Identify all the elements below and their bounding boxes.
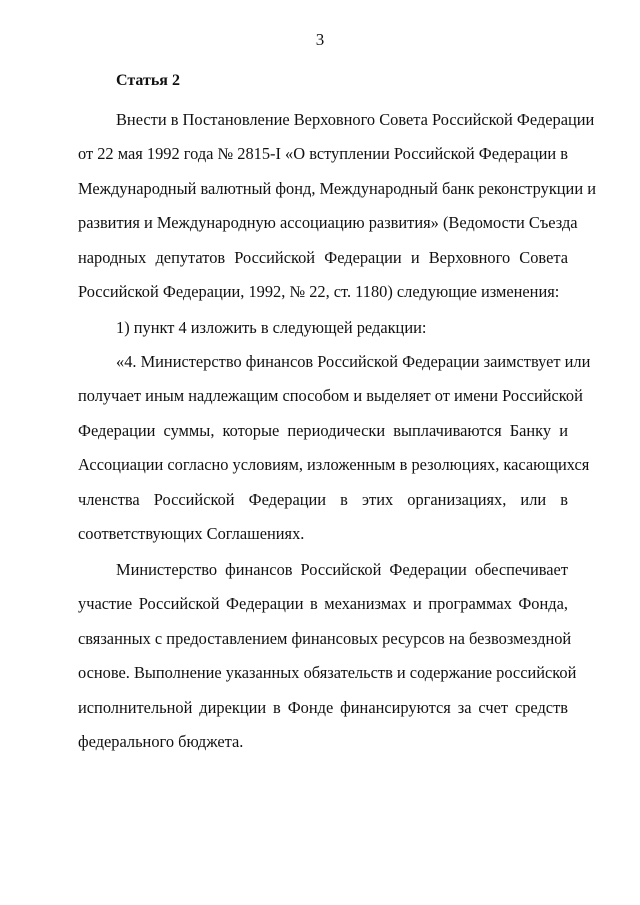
article-title: Статья 2 <box>116 72 180 89</box>
text-line: народных депутатов Российской Федерации и Верховного Совета <box>78 247 568 267</box>
paragraph-ministry-obligations <box>78 553 577 759</box>
text-line: Внести в Постановление Верховного Совета Российской Федерации <box>116 110 595 129</box>
text-line: исполнительной дирекции в Фонде финансируются за счет средств <box>78 697 568 717</box>
text-line: участие Российской Федерации в механизмах и программах Фонда, <box>78 594 568 614</box>
text-line: соответствующих Соглашениях. <box>78 523 305 543</box>
text-line: Федерации суммы, которые периодически выплачиваются Банку и <box>78 420 568 440</box>
text-line: федерального бюджета. <box>78 731 244 751</box>
paragraph-amendment-intro <box>78 103 596 309</box>
text-line: Российской Федерации, 1992, № 22, ст. 1180) следующие изменения: <box>78 281 560 301</box>
paragraph-quoted-point-4 <box>78 345 591 551</box>
paragraph-item-1 <box>78 311 568 345</box>
page-number: 3 <box>315 30 325 49</box>
text-line: Ассоциации согласно условиям, изложенным в резолюциях, касающихся <box>78 455 590 475</box>
text-line: членства Российской Федерации в этих организациях, или в <box>78 489 568 509</box>
text-line: «4. Министерство финансов Российской Федерации заимствует или <box>116 352 591 371</box>
text-line: связанных с предоставлением финансовых ресурсов на безвозмездной <box>78 628 572 648</box>
text-line: 1) пункт 4 изложить в следующей редакции: <box>116 318 427 337</box>
text-line: основе. Выполнение указанных обязательств и содержание российской <box>78 663 577 683</box>
text-line: развития и Международную ассоциацию развития» (Ведомости Съезда <box>78 213 578 233</box>
text-line: Международный валютный фонд, Международный банк реконструкции и <box>78 178 596 198</box>
text-line: Министерство финансов Российской Федерации обеспечивает <box>116 560 568 579</box>
text-line: от 22 мая 1992 года № 2815-I «О вступлении Российской Федерации в <box>78 144 569 164</box>
text-line: получает иным надлежащим способом и выделяет от имени Российской <box>78 386 583 406</box>
